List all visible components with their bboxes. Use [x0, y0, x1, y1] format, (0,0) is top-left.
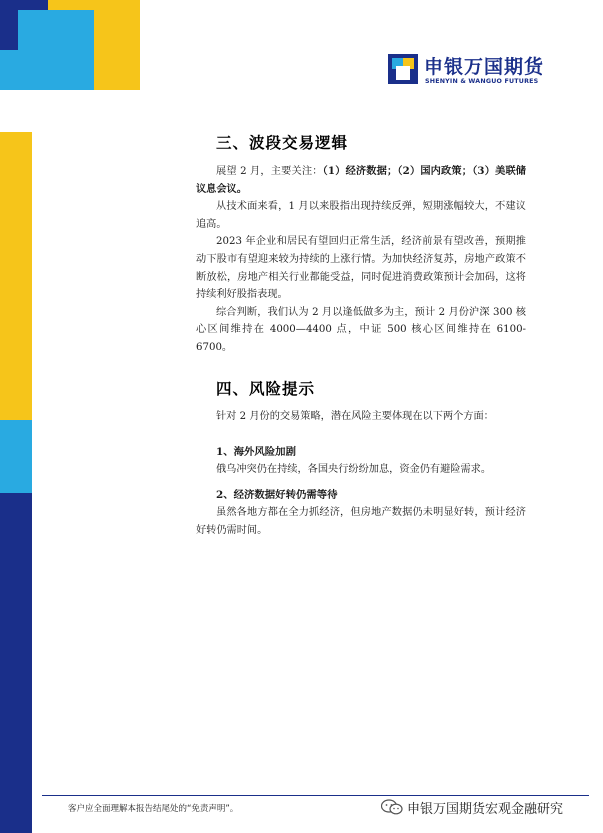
decor-yellow-sidebar [0, 132, 32, 420]
risk-item-title: 2、经济数据好转仍需等待 [216, 489, 338, 502]
paragraph-outlook-2023: 2023 年企业和居民有望回归正常生活，经济前景有望改善，预期推动下股市有望迎来较为持续的上涨行情。为加快经济复苏，房地产政策不断放松，房地产相关行业都能受益，同时促进消费政策预计会加码，这将持续利好股指表现。 [196, 236, 526, 301]
paragraph-conclusion: 综合判断，我们认为 2 月以逢低做多为主，预计 2 月份沪深 300 核心区间维持在 4000—4400 点，中证 500 核心区间维持在 6100-6700。 [196, 306, 526, 353]
decor-cyan-sidebar [0, 420, 32, 493]
brand-name-en: SHENYIN & WANGUO FUTURES [425, 78, 539, 85]
risk-intro: 针对 2 月份的交易策略，潜在风险主要体现在以下两个方面： [216, 411, 494, 422]
decor-navy-sidebar [0, 493, 32, 833]
wechat-account-name: 申银万国期货宏观金融研究 [407, 802, 564, 817]
decor-cyan-top-block [18, 10, 94, 90]
brand-logo [388, 50, 568, 94]
decor-cyan-small-block [0, 50, 18, 90]
paragraph-technical: 从技术面来看，1 月以来股指出现持续反弹，短期涨幅较大，不建议追高。 [196, 201, 526, 230]
brand-name-cn: 申银万国期货 [424, 56, 545, 78]
outlook-focus-items: （1）经济数据；（2）国内政策；（3）美联储议息会议。 [196, 165, 526, 195]
section-risk-notice-body [196, 408, 526, 539]
risk-item-body: 虽然各地方都在全力抓经济，但房地产数据仍未明显好转，预计经济好转仍需时间。 [196, 507, 526, 536]
risk-item-body: 俄乌冲突仍在持续，各国央行纷纷加息，资金仍有避险需求。 [216, 463, 492, 475]
wechat-icon [381, 799, 403, 815]
footer-disclaimer: 客户应全面理解本报告结尾处的“免责声明”。 [68, 804, 239, 814]
section-heading: 四、风险提示 [216, 380, 316, 398]
brand-logo-icon [388, 54, 418, 84]
wechat-watermark [381, 795, 591, 817]
risk-item-title: 1、海外风险加剧 [216, 445, 296, 458]
section-heading: 三、波段交易逻辑 [216, 134, 349, 152]
section-trading-logic [196, 131, 526, 153]
outlook-text: 展望 2 月，主要关注： [216, 166, 323, 177]
paragraph-outlook [196, 163, 526, 198]
section-risk-notice [196, 377, 526, 399]
section-trading-logic-body [196, 163, 526, 357]
